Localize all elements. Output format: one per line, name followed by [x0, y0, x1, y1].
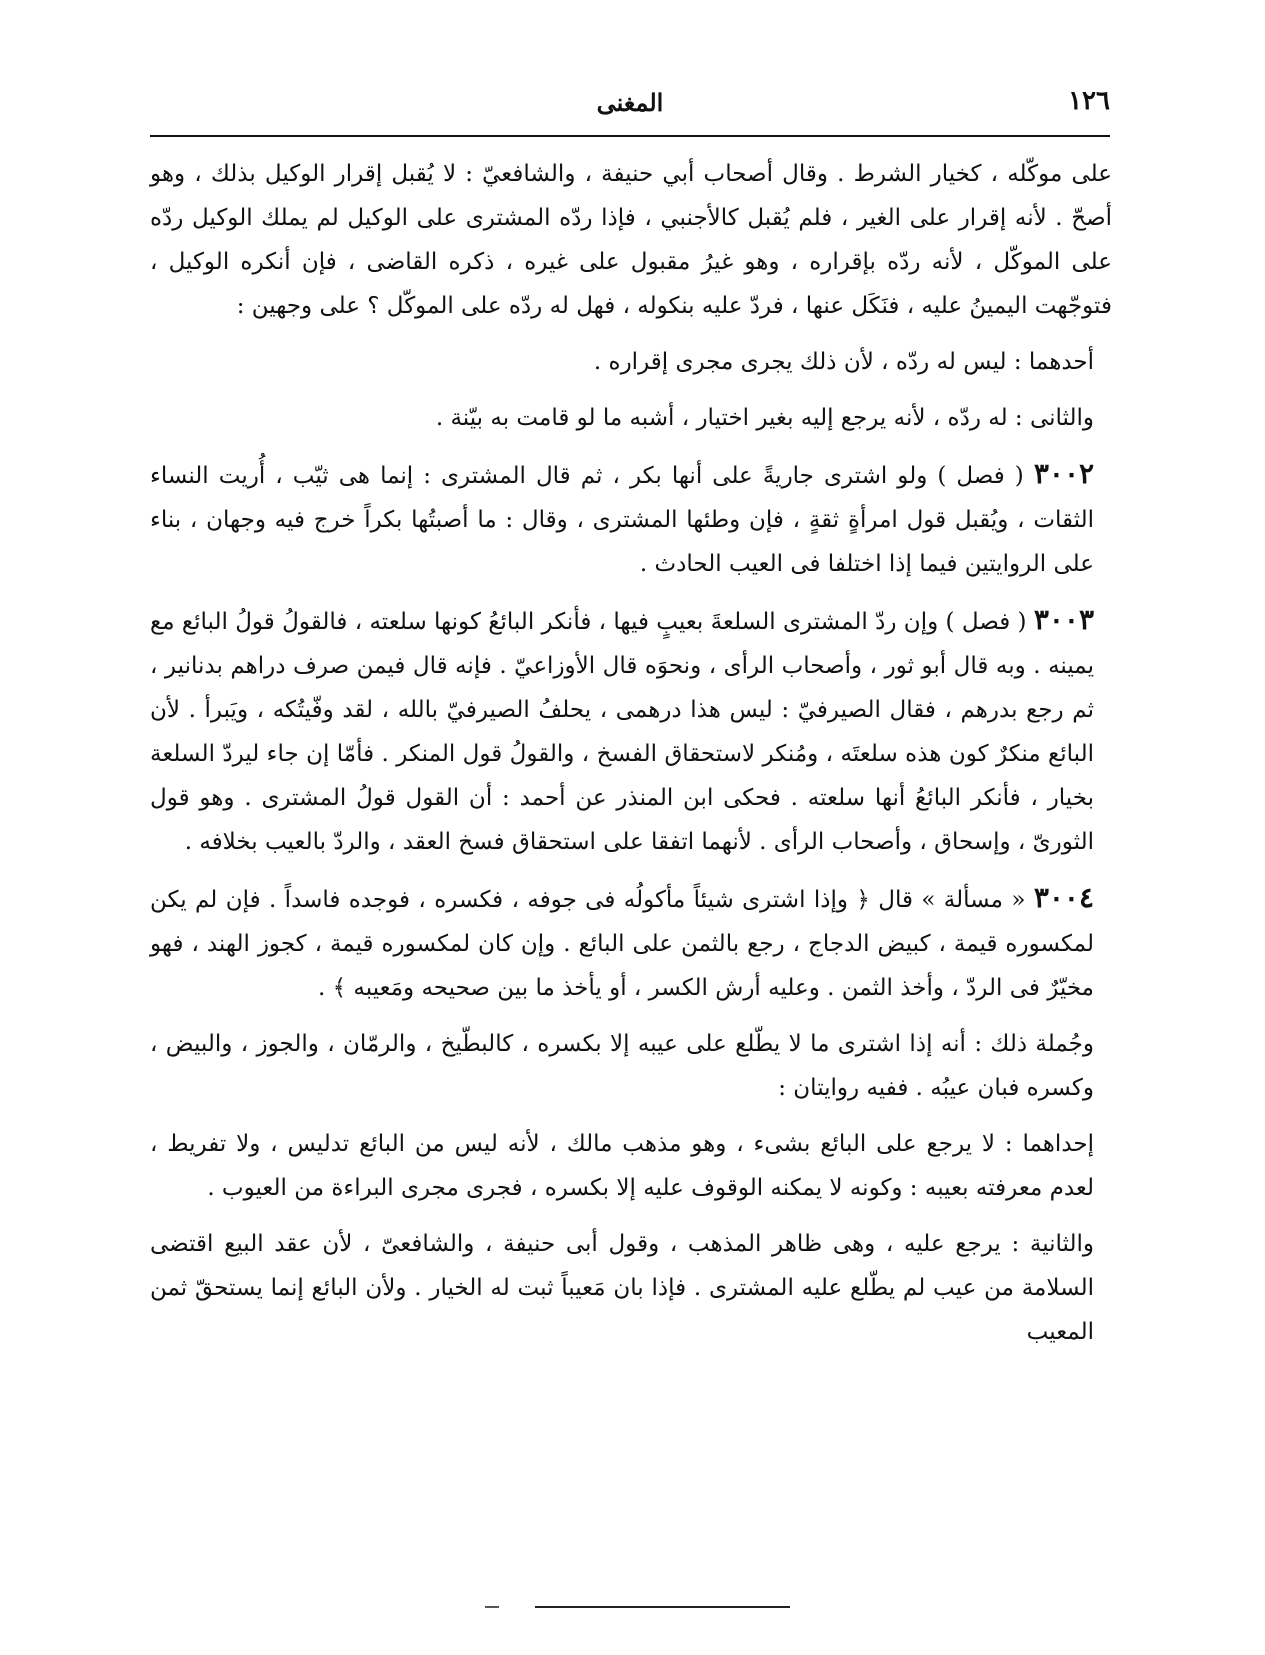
paragraph	[150, 452, 1112, 586]
page-header	[150, 78, 1110, 128]
paragraph	[150, 1222, 1112, 1354]
paragraph-text: إحداهما : لا يرجع على البائع بشىء ، وهو مذهب مالك ، لأنه ليس من البائع تدليس ، ولا تفريط ، لعدم معرفته بعيبه : وكونه لا يمكنه الوقوف عليه إلا بكسره ، فجرى مجرى البراءة من العيوب .	[150, 1131, 1095, 1201]
page-number: ١٢٦	[1068, 86, 1110, 116]
section-number: ٣٠٠٢	[1033, 457, 1095, 490]
section-number: ٣٠٠٤	[1033, 881, 1094, 914]
header-rule	[150, 135, 1110, 137]
section-number: ٣٠٠٣	[1033, 603, 1094, 636]
paragraph	[150, 598, 1112, 864]
paragraph-text: والثانية : يرجع عليه ، وهى ظاهر المذهب ، وقول أبى حنيفة ، والشافعىّ ، لأن عقد البيع اقتضى السلامة من عيب لم يطّلع عليه المشترى . فإذا بان مَعيباً ثبت له الخيار . ولأن البائع إنما يستحقّ ثمن المعيب	[150, 1231, 1094, 1345]
footer-rule	[535, 1606, 790, 1608]
paragraph-text: والثانى : له ردّه ، لأنه يرجع إليه بغير اختيار ، أشبه ما لو قامت به بيّنة .	[435, 405, 1094, 431]
paragraph-text: على موكّله ، كخيار الشرط . وقال أصحاب أبي حنيفة ، والشافعيّ : لا يُقبل إقرار الوكيل بذلك ، وهو أصحّ . لأنه إقرار على الغير ، فلم يُقبل كالأجنبي ، فإذا ردّه المشترى على الوكيل لم يملك الوكيل ردّه على الموكّل ، لأنه ردّه بإقراره ، وهو غيرُ مقبول على غيره ، ذكره القاضى ، فإن أنكره الوكيل ، فتوجّهت اليمينُ عليه ، فنَكَل عنها ، فردّ عليه بنكوله ، فهل له ردّه على الموكّل ؟ على وجهين :	[150, 161, 1112, 319]
paragraph	[150, 152, 1112, 328]
paragraph-text: أحدهما : ليس له ردّه ، لأن ذلك يجرى مجرى إقراره .	[593, 349, 1094, 375]
page-body	[150, 152, 1112, 1366]
paragraph	[150, 1022, 1112, 1110]
paragraph-text: « مسألة » قال ﴿ وإذا اشترى شيئاً مأكولُه فى جوفه ، فكسره ، فوجده فاسداً . فإن لم يكن لمكسوره قيمة ، كبيض الدجاج ، رجع بالثمن على البائع . وإن كان لمكسوره قيمة ، كجوز الهند ، فهو مخيّرٌ فى الردّ ، وأخذ الثمن . وعليه أرش الكسر ، أو يأخذ ما بين صحيحه ومَعيبه ﴾ .	[150, 887, 1094, 1001]
paragraph	[150, 340, 1112, 384]
paragraph	[150, 396, 1112, 440]
paragraph-text: وجُملة ذلك : أنه إذا اشترى ما لا يطّلع على عيبه إلا بكسره ، كالبطّيخ ، والرمّان ، والجوز ، والبيض ، وكسره فبان عيبُه . ففيه روايتان :	[150, 1031, 1094, 1101]
paragraph-text: ( فصل ) ولو اشترى جاريةً على أنها بكر ، ثم قال المشترى : إنما هى ثيّب ، أُريت النساء الثقات ، ويُقبل قول امرأةٍ ثقةٍ ، فإن وطئها المشترى ، وقال : ما أصبتُها بكراً خرج فيه وجهان ، بناء على الروايتين فيما إذا اختلفا فى العيب الحادث .	[150, 463, 1094, 577]
footer-mark	[485, 1606, 499, 1608]
running-title: المغنى	[596, 88, 664, 117]
paragraph	[150, 876, 1112, 1010]
paragraph	[150, 1122, 1112, 1210]
paragraph-text: ( فصل ) وإن ردّ المشترى السلعةَ بعيبٍ فيها ، فأنكر البائعُ كونها سلعته ، فالقولُ قولُ البائع مع يمينه . وبه قال أبو ثور ، وأصحاب الرأى ، ونحوَه قال الأوزاعيّ . فإنه قال فيمن صرف دراهم بدنانير ، ثم رجع بدرهم ، فقال الصيرفيّ : ليس هذا درهمى ، يحلفُ الصيرفيّ بالله ، لقد وفّيتُكه ، ويَبرأ . لأن البائع منكرٌ كون هذه سلعتَه ، ومُنكر لاستحقاق الفسخ ، والقولُ قول المنكر . فأمّا إن جاء ليردّ السلعة بخيار ، فأنكر البائعُ أنها سلعته . فحكى ابن المنذر عن أحمد : أن القول قولُ المشترى . وهو قول الثورىّ ، وإسحاق ، وأصحاب الرأى . لأنهما اتفقا على استحقاق فسخ العقد ، والردّ بالعيب بخلافه .	[150, 609, 1094, 855]
